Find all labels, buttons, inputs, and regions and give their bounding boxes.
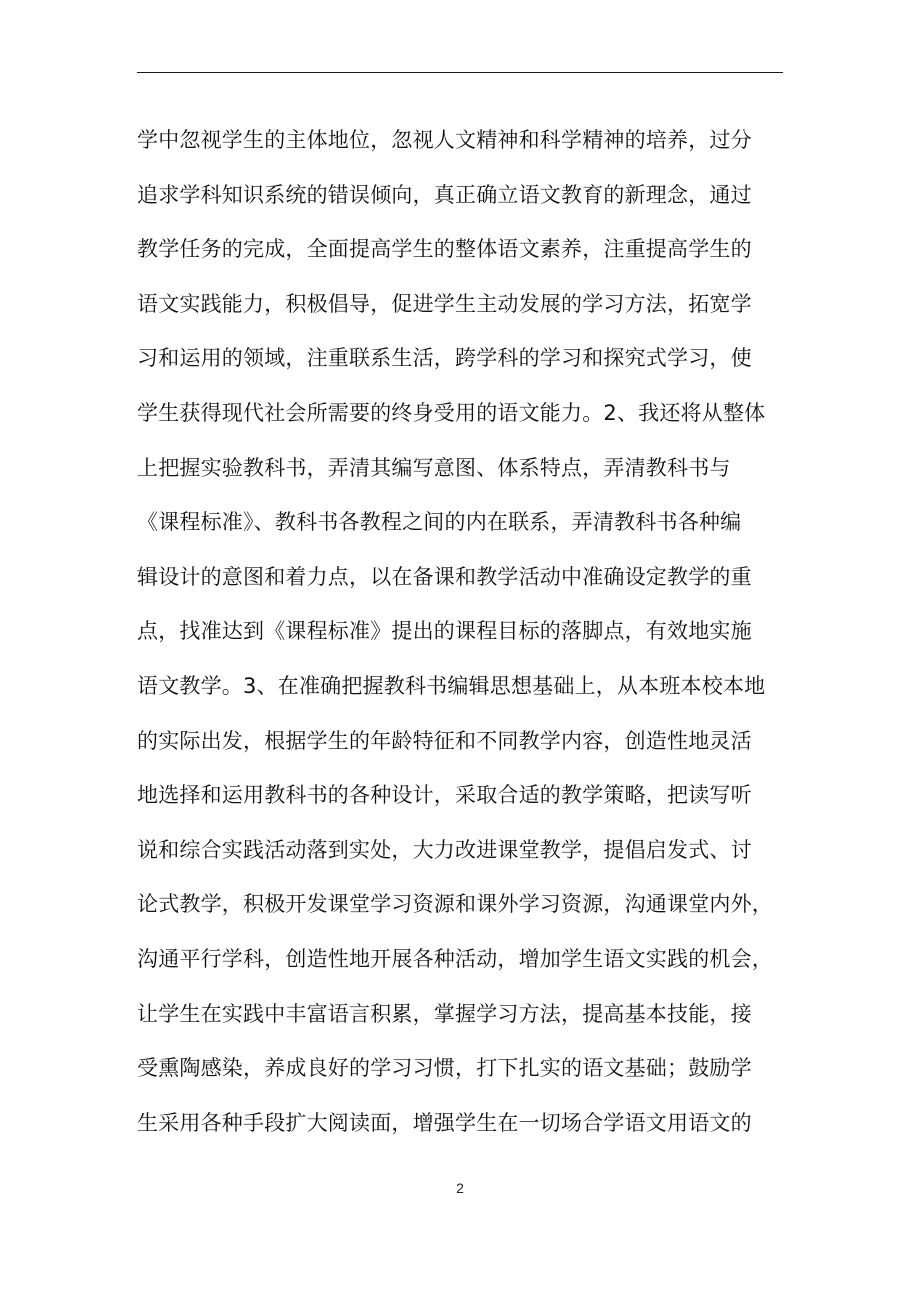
text-line: 习和运用的领域，注重联系生活，跨学科的学习和探究式学习，使	[137, 346, 752, 371]
text-line: 点，找准达到《课程标准》提出的课程目标的落脚点，有效地实施	[137, 619, 752, 644]
text-line: 地选择和运用教科书的各种设计，采取合适的教学策略，把读写听	[137, 783, 752, 808]
text-line: 学生获得现代社会所需要的终身受用的语文能力。2、我还将从整体	[137, 400, 766, 425]
text-line: 让学生在实践中丰富语言积累，掌握学习方法，提高基本技能，接	[137, 1001, 752, 1026]
text-line: 上把握实验教科书，弄清其编写意图、体系特点，弄清教科书与	[137, 455, 731, 480]
text-line: 论式教学，积极开发课堂学习资源和课外学习资源，沟通课堂内外，	[137, 892, 773, 917]
text-line: 教学任务的完成，全面提高学生的整体语文素养，注重提高学生的	[137, 237, 752, 262]
text-line: 追求学科知识系统的错误倾向，真正确立语文教育的新理念，通过	[137, 182, 752, 207]
text-line: 语文教学。3、在准确把握教科书编辑思想基础上，从本班本校本地	[137, 673, 766, 698]
body-text	[137, 118, 797, 1155]
text-line: 说和综合实践活动落到实处，大力改进课堂教学，提倡启发式、讨	[137, 837, 752, 862]
text-line: 的实际出发，根据学生的年龄特征和不同教学内容，创造性地灵活	[137, 728, 752, 753]
header-rule	[137, 72, 783, 73]
text-line: 沟通平行学科，创造性地开展各种活动，增加学生语文实践的机会，	[137, 946, 773, 971]
text-line: 《课程标准》、教科书各教程之间的内在联系，弄清教科书各种编	[137, 510, 742, 535]
text-line: 受熏陶感染，养成良好的学习习惯，打下扎实的语文基础；鼓励学	[137, 1056, 752, 1081]
text-line: 辑设计的意图和着力点，以在备课和教学活动中准确设定教学的重	[137, 564, 752, 589]
text-line: 生采用各种手段扩大阅读面，增强学生在一切场合学语文用语文的	[137, 1110, 752, 1135]
page-number: 2	[456, 1180, 464, 1196]
text-line: 语文实践能力，积极倡导，促进学生主动发展的学习方法，拓宽学	[137, 291, 752, 316]
text-line: 学中忽视学生的主体地位，忽视人文精神和科学精神的培养，过分	[137, 128, 752, 152]
